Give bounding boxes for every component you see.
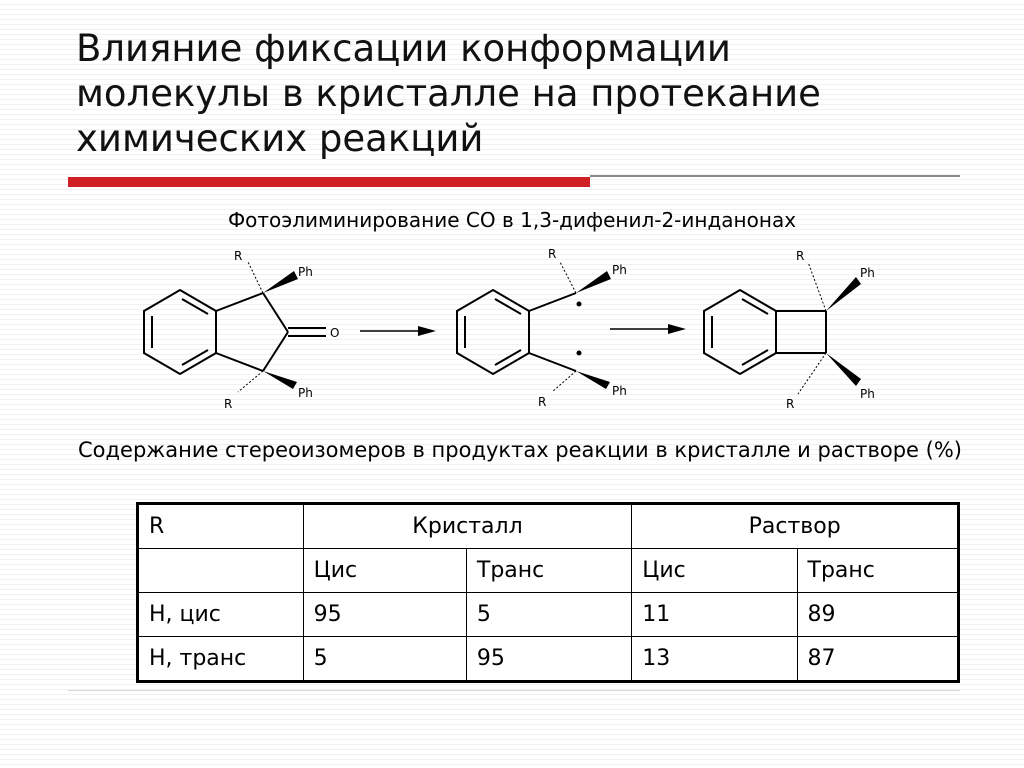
title-line-2: молекулы в кристалле на протекание bbox=[76, 72, 821, 115]
footer-divider bbox=[68, 690, 960, 691]
title-underline-red bbox=[68, 177, 590, 187]
table-cell bbox=[138, 549, 304, 593]
table-caption: Содержание стереоизомеров в продуктах реакции в кристалле и растворе (%) bbox=[78, 438, 962, 462]
benzene-ring-2 bbox=[457, 290, 529, 374]
table-cell: H, транс bbox=[138, 637, 304, 682]
label-r: R bbox=[548, 247, 557, 261]
label-r: R bbox=[786, 397, 795, 411]
label-ph: Ph bbox=[860, 387, 875, 401]
molecule-benzocyclobutene bbox=[704, 262, 826, 394]
table-subheader-row bbox=[138, 549, 959, 593]
table-cell: 5 bbox=[466, 593, 631, 637]
label-ph: Ph bbox=[612, 384, 627, 398]
table-cell: 87 bbox=[797, 637, 958, 682]
table-cell: 13 bbox=[632, 637, 797, 682]
title-underline-gray bbox=[590, 175, 960, 177]
label-r: R bbox=[538, 395, 547, 409]
label-ph: Ph bbox=[860, 266, 875, 280]
table-cell: Цис bbox=[303, 549, 466, 593]
header-r: R bbox=[138, 504, 304, 549]
molecule-biradical bbox=[457, 262, 576, 392]
wedge-bond bbox=[826, 277, 861, 311]
header-solution: Раствор bbox=[632, 504, 959, 549]
stereoisomer-table bbox=[136, 502, 960, 683]
arrow-2 bbox=[610, 324, 686, 334]
table-header-row bbox=[138, 504, 959, 549]
molecule-indanone bbox=[144, 262, 326, 392]
radical-dot bbox=[577, 351, 582, 356]
radical-dot bbox=[577, 302, 582, 307]
label-r: R bbox=[224, 397, 233, 411]
wedge-bond bbox=[826, 353, 861, 386]
table-row bbox=[138, 593, 959, 637]
table-cell: 95 bbox=[303, 593, 466, 637]
label-r: R bbox=[796, 249, 805, 263]
table-cell: H, цис bbox=[138, 593, 304, 637]
table-cell: Транс bbox=[466, 549, 631, 593]
label-r: R bbox=[234, 249, 243, 263]
slide-title bbox=[76, 26, 976, 161]
table-cell: 89 bbox=[797, 593, 958, 637]
label-ph: Ph bbox=[612, 263, 627, 277]
label-ph: Ph bbox=[298, 265, 313, 279]
reaction-scheme bbox=[120, 240, 910, 415]
wedge-bond bbox=[576, 271, 611, 293]
table-cell: 11 bbox=[632, 593, 797, 637]
wedge-bond bbox=[263, 371, 297, 389]
wedge-bond bbox=[263, 271, 298, 293]
table-row bbox=[138, 637, 959, 682]
title-line-3: химических реакций bbox=[76, 117, 484, 160]
benzene-ring-1 bbox=[144, 290, 216, 374]
arrow-1 bbox=[360, 326, 436, 336]
benzene-ring-3 bbox=[704, 290, 776, 374]
title-line-1: Влияние фиксации конформации bbox=[76, 27, 731, 70]
wedge-bond bbox=[576, 371, 610, 389]
table-cell: Транс bbox=[797, 549, 958, 593]
table-cell: 5 bbox=[303, 637, 466, 682]
header-crystal: Кристалл bbox=[303, 504, 632, 549]
label-o: O bbox=[330, 326, 340, 340]
table-cell: Цис bbox=[632, 549, 797, 593]
table-cell: 95 bbox=[466, 637, 631, 682]
scheme-subtitle: Фотоэлиминирование CO в 1,3-дифенил-2-инданонах bbox=[227, 208, 797, 232]
label-ph: Ph bbox=[298, 386, 313, 400]
